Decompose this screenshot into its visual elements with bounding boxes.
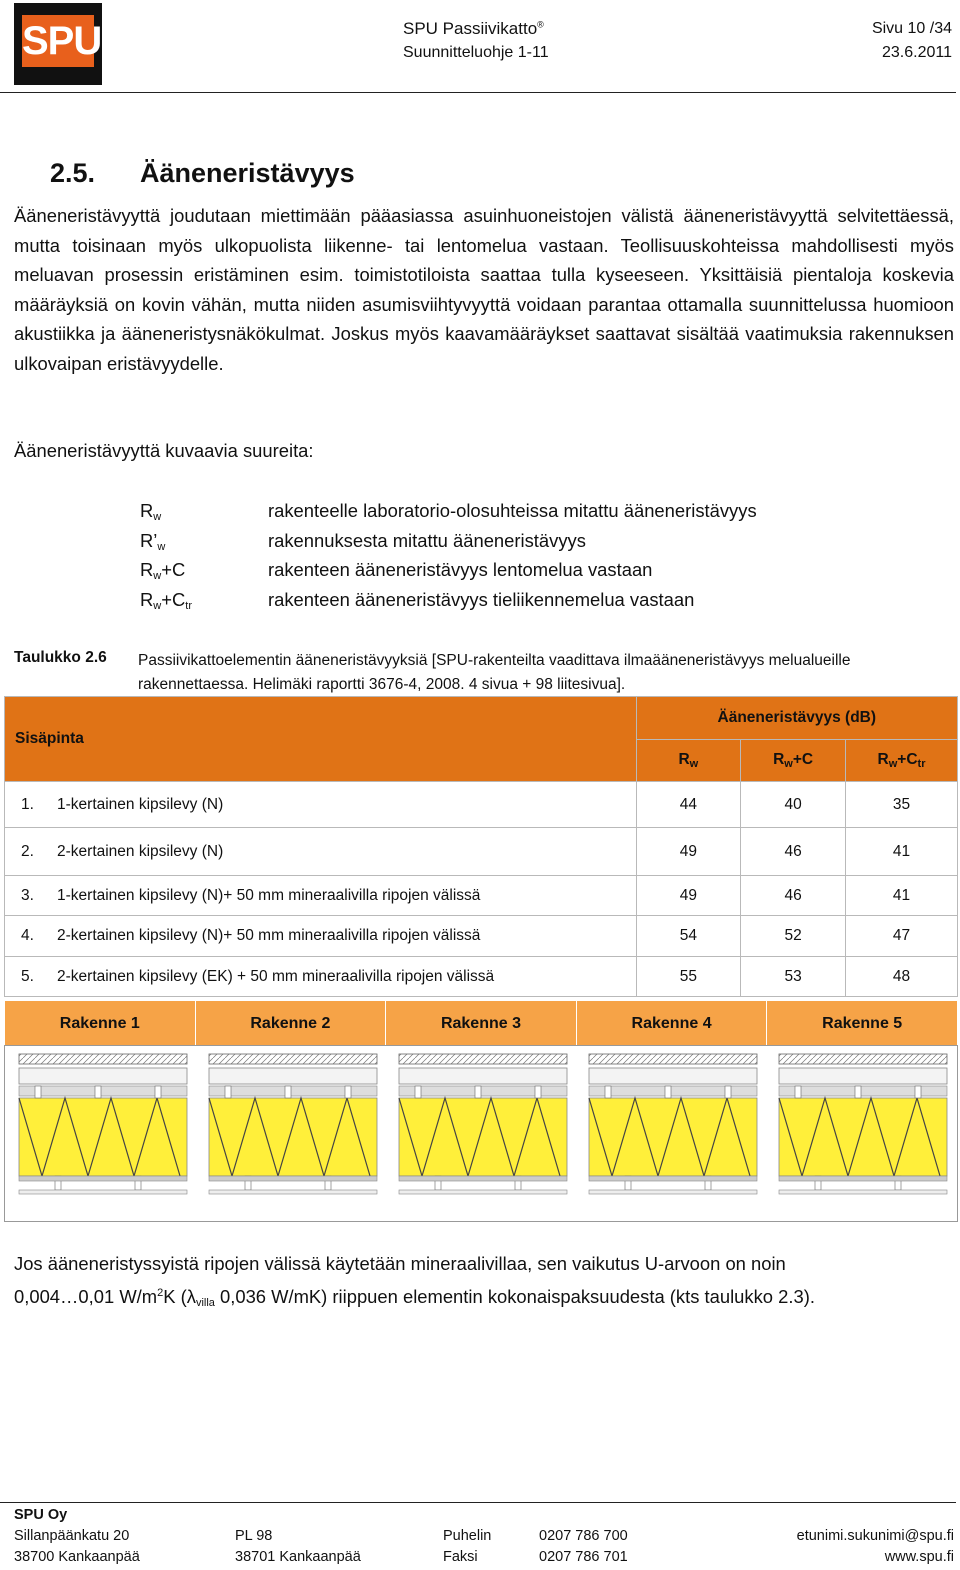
quantity-description: rakenteen ääneneristävyys tieliikennemelua vastaan (268, 589, 695, 610)
quantity-symbol: $R_w+C$ (140, 559, 186, 582)
footer-po-city: 38701 Kankaanpää (235, 1549, 361, 1565)
quantity-symbol: $R_w+C_{tr}$ (140, 589, 192, 612)
footer-phone: 0207 786 700 (539, 1528, 628, 1544)
header-divider (0, 92, 956, 93)
quantities-heading: Ääneneristävyyttä kuvaavia suureita: (14, 440, 314, 461)
rw-c-cell: 46 (741, 828, 846, 876)
rw-ctr-cell: 35 (846, 782, 958, 828)
row-name-cell: 1. 1-kertainen kipsilevy (N) (5, 782, 637, 828)
footer-company: SPU Oy (14, 1507, 68, 1523)
column-header-sound-insulation: Ääneneristävyys (dB) (636, 697, 957, 740)
row-name-cell: 2. 2-kertainen kipsilevy (N) (5, 828, 637, 876)
footer-po-box: PL 98 (235, 1528, 273, 1544)
table-row (5, 828, 958, 876)
column-header-interior: Sisäpinta (5, 697, 637, 782)
rw-cell: 49 (636, 828, 741, 876)
quantity-description: rakennuksesta mitattu ääneneristävyys (268, 530, 586, 551)
page-number: Sivu 10 /34 (871, 20, 952, 37)
document-date: 23.6.2011 (882, 44, 952, 61)
structure-label: Rakenne 3 (386, 1001, 577, 1048)
section-number: 2.5. (50, 158, 96, 188)
footer-website[interactable]: www.spu.fi (884, 1549, 954, 1565)
footer-phone-label: Puhelin (443, 1528, 492, 1544)
rw-ctr-cell: 47 (846, 916, 958, 957)
rw-cell: 49 (636, 876, 741, 916)
row-name-cell: 4. 2-kertainen kipsilevy (N)+ 50 mm mineraalivilla ripojen välissä (5, 916, 637, 957)
structure-label: Rakenne 5 (767, 1001, 958, 1048)
quantity-symbol: $R_w$ (140, 500, 162, 523)
row-name-cell: 5. 2-kertainen kipsilevy (EK) + 50 mm mineraalivilla ripojen välissä (5, 957, 637, 997)
rw-c-cell: 52 (741, 916, 846, 957)
spu-logo-text: SPU (22, 15, 94, 67)
row-name-cell: 3. 1-kertainen kipsilevy (N)+ 50 mm mineraalivilla ripojen välissä (5, 876, 637, 916)
quantity-symbol: $R’_w$ (140, 530, 166, 553)
footer-city: 38700 Kankaanpää (14, 1549, 140, 1565)
table-caption-label: Taulukko 2.6 (14, 649, 107, 666)
structure-label: Rakenne 4 (576, 1001, 767, 1048)
sound-insulation-table (4, 696, 958, 997)
footer-divider (0, 1502, 956, 1503)
rw-c-cell: 46 (741, 876, 846, 916)
footer-fax-label: Faksi (443, 1549, 478, 1565)
structure-drawings (4, 1045, 958, 1222)
table-caption-text: Passiivikattoelementin ääneneristävyyksiä [SPU-rakenteilta vaadittava ilmaääneneristävyys melualueille rakennettaessa. Helimäki raportti 3676-4, 2008. 4 sivua + 98 liitesivua]. (138, 652, 851, 693)
column-header-rw: $R_w$ (636, 740, 741, 782)
footer-fax: 0207 786 701 (539, 1549, 628, 1565)
column-header-rw-c: $R_w+C$ (741, 740, 846, 782)
structure-header-row (4, 1000, 958, 1048)
rw-c-cell: 40 (741, 782, 846, 828)
structure-label: Rakenne 1 (5, 1001, 196, 1048)
document-company-title: SPU Passiivikatto® (403, 19, 544, 38)
quantity-description: rakenteelle laboratorio-olosuhteissa mitattu ääneneristävyys (268, 500, 757, 521)
document-subtitle: Suunnitteluohje 1-11 (403, 44, 549, 61)
table-row (5, 916, 958, 957)
structure-label: Rakenne 2 (195, 1001, 386, 1048)
footer-street: Sillanpäänkatu 20 (14, 1528, 130, 1544)
rw-ctr-cell: 48 (846, 957, 958, 997)
footer-email[interactable]: etunimi.sukunimi@spu.fi (796, 1528, 954, 1544)
rw-ctr-cell: 41 (846, 828, 958, 876)
structure-cross-sections (5, 1046, 957, 1221)
rw-cell: 54 (636, 916, 741, 957)
table-row (5, 957, 958, 997)
intro-paragraph: Ääneneristävyyttä joudutaan miettimään pääasiassa asuinhuoneistojen välistä ääneneristävyyttä selvitettäessä, mutta toisinaan myös ulkopuolista liikenne- tai lentomelua vastaan. Teollisuuskohteissa mahdollisesti myös meluavan prosessin eristäminen esim. toimistotiloista saattaa tulla kyseeseen. Yksittäisiä pientaloja koskevia määräyksiä on kovin vähän, mutta niiden asumisviihtyvyyttä voidaan parantaa ottamalla suunnittelussa huomioon akustiikka ja ääneneristysnäkökulmat. Joskus myös kaavamääräykset saattavat sisältää vaatimuksia rakennuksen ulkovaipan eristävyydelle. (14, 205, 954, 374)
rw-cell: 44 (636, 782, 741, 828)
spu-logo (14, 3, 102, 85)
rw-ctr-cell: 41 (846, 876, 958, 916)
table-row (5, 876, 958, 916)
column-header-rw-ctr: $R_w+C_{tr}$ (846, 740, 958, 782)
section-title: Ääneneristävyys (140, 158, 355, 188)
quantity-description: rakenteen ääneneristävyys lentomelua vastaan (268, 559, 653, 580)
rw-c-cell: 53 (741, 957, 846, 997)
closing-paragraph: Jos ääneneristyssyistä ripojen välissä käytetään mineraalivillaa, sen vaikutus U-arvoon on noin 0,004…0,01 $W/m^2K$ ($\lambda_{villa}$ 0,036 W/mK) riippuen elementin kokonaispaksuudesta (kts taulukko 2.3). (14, 1253, 815, 1309)
table-row (5, 782, 958, 828)
rw-cell: 55 (636, 957, 741, 997)
